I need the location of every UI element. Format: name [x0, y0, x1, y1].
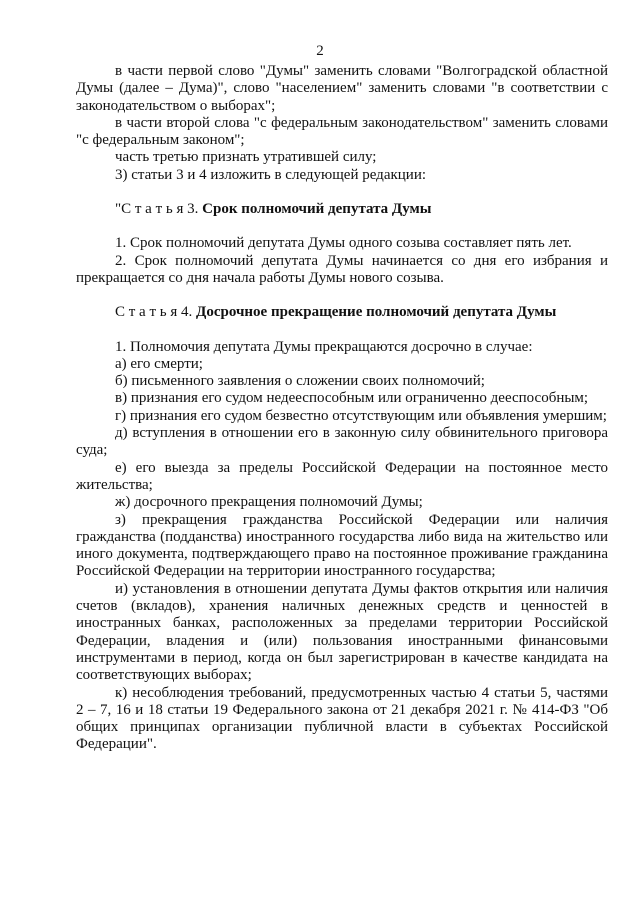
article-4-item: е) его выезда за пределы Российской Федерации на постоянное место жительства;: [76, 459, 608, 493]
article-4-item: д) вступления в отношении его в законную силу обвинительного приговора суда;: [76, 425, 608, 459]
paragraph: в части первой слово "Думы" заменить словами "Волгоградской областной Думы (далее – Дума)", слово "населением" заменить словами "в соответствии с законодательством о выборах";: [76, 63, 608, 114]
article-4-item: б) письменного заявления о сложении своих полномочий;: [115, 373, 485, 390]
article-4-item: к) несоблюдения требований, предусмотренных частью 4 статьи 5, частями 2 – 7, 16 и 18 статьи 19 Федерального закона от 21 декабря 2021 г. № 414-ФЗ "Об общих принципах организации публичной власти в субъектах Российской Федерации".: [76, 684, 608, 753]
article-4-item: а) его смерти;: [115, 355, 203, 372]
article-4-item: г) признания его судом безвестно отсутствующим или объявления умершим;: [115, 407, 607, 424]
article-4-item: в) признания его судом недееспособным или ограниченно дееспособным;: [115, 390, 589, 407]
article-3-heading: [76, 201, 608, 218]
article-3-item: 1. Срок полномочий депутата Думы одного созыва составляет пять лет.: [115, 235, 572, 252]
article-4-item: ж) досрочного прекращения полномочий Думы;: [115, 494, 423, 511]
article-4-item: з) прекращения гражданства Российской Федерации или наличия гражданства (подданства) иностранного государства либо вида на жительство или иного документа, подтверждающего право на постоянное проживание гражданина Российской Федерации на территории иностранного государства;: [76, 511, 608, 580]
article-4-prefix: С т а т ь я 4.: [115, 304, 193, 321]
paragraph: 3) статьи 3 и 4 изложить в следующей редакции:: [115, 166, 427, 183]
article-3-item: 2. Срок полномочий депутата Думы начинается со дня его избрания и прекращается со дня начала работы Думы нового созыва.: [76, 252, 608, 286]
article-4-heading: [76, 304, 608, 321]
article-4-title: Досрочное прекращение полномочий депутата Думы: [196, 304, 557, 321]
article-4-item: и) установления в отношении депутата Думы фактов открытия или наличия счетов (вкладов), хранения наличных денежных средств и ценностей в иностранных банках, расположенных за пределами территории Российской Федерации, владения и (или) пользования иностранными финансовыми инструментами в период, когда он был зарегистрирован в качестве кандидата на соответствующих выборах;: [76, 580, 608, 684]
article-4-item: 1. Полномочия депутата Думы прекращаются досрочно в случае:: [115, 338, 533, 355]
page-number: 2: [316, 43, 324, 59]
paragraph: в части второй слова "с федеральным законодательством" заменить словами "с федеральным законом";: [76, 114, 608, 149]
paragraph: часть третью признать утратившей силу;: [115, 149, 377, 166]
document-body: [76, 63, 608, 754]
article-3-title: Срок полномочий депутата Думы: [202, 201, 432, 218]
article-3-prefix: "С т а т ь я 3.: [115, 201, 199, 218]
